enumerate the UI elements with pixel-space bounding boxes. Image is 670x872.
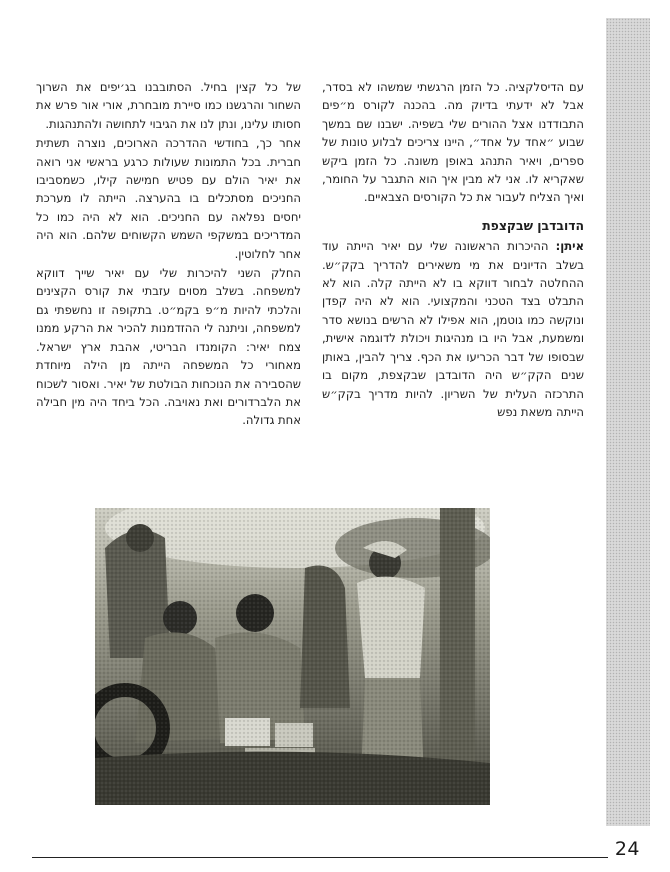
- side-tab-strip: [606, 18, 650, 826]
- text-column-right: [322, 78, 584, 421]
- section-heading: הדובדבן שבקצפת: [482, 217, 584, 233]
- paragraph-intro: עם הדיסלקציה. כל הזמן הרגשתי שמשהו לא בסדר, אבל לא ידעתי בדיוק מה. בהכנה לקורס מ״פים התבודדנו אצל ההורים שלי בשפיה. ישבנו שם במשך שבוע ״אחד על אחד״, היינו צריכים לבלוע טונות של ספרים, ויאיר התנהג באופן משונה. כל הזמן ביקש שאקריא לו. אני לא מבין איך הוא התגבר על החומר, ואיך הצליח לעבור את כל הקורסים הצבאיים.: [322, 80, 584, 205]
- page-number: 24: [614, 838, 640, 860]
- paragraph-training: אחר כך, בחודשי ההדרכה הארוכים, נוצרה תשתית חברית. בכל התמונות שעולות כרגע בראשי אני רואה את יאיר הולם עם פטיש חמישה קילו, כשמסביבו החניכים מסתכלים בו בהערצה. הייתה לו מערכת יחסים נפלאה עם החניכים. הוא לא היה כמו כל המדריכים במשקפי השמש הקשוחים שלהם. הוא היה אחר לחלוטין.: [36, 136, 301, 261]
- speaker-label: איתן:: [555, 239, 585, 254]
- paragraph-family: החלק השני להיכרות שלי עם יאיר שייך דווקא למשפחה. בשלב מסוים עזבתי את קורס הקצינים והלכתי להיות מ״פ בקמ״ט. בתקופה זו נחשפתי גם למשפחה, וניתנה לי ההזדמנות להכיר את הרקע ממנו צמח יאיר: הקומנדו הבריטי, אהבת ארץ ישראל. מאחורי כל המשפחה הייתה מן הילה מיוחדת שהסבירה את הנוכחות הבולטת של יאיר. ואסור לשכוח את הלברדורים ואת נאויבה. הכל ביחד היה מין חבילה אחת גדולה.: [36, 266, 301, 428]
- paragraph-section-text: ההיכרות הראשונה שלי עם יאיר הייתה עוד בשלב הדיונים את מי משאירים להדריך בקק״ש. ההחלטה לבחור דווקא בו לא הייתה קלה. הוא לא התבלט בצד הטכני והמקצועי. הוא לא היה קפדן ונוקשה כמו גוטמן, הוא אפילו לא הרשים בנושא סדר ומשמעת, אבל היו בו מנהיגות ויכולת לדוגמה אישית, שבסופו של דבר הכריעו את הכף. צריך להבין, באותן שנים הקק״ש היה הדובדבן שבקצפת, מקום בו התרכזה העלית של השריון. להיות מדריך בקק״ש הייתה משאת נפש: [322, 239, 584, 419]
- paragraph-continued: של כל קצין בחיל. הסתובבנו בג׳יפים את השרוך השחור והרגשנו כמו סיירת מובחרת, אורי אור פרש את חסותו עלינו, ונתן לנו את הגיבוי לתחושה ולהתנהגות.: [36, 80, 301, 131]
- text-column-left: [36, 78, 301, 430]
- bottom-rule: [32, 857, 608, 858]
- black-and-white-photo: [95, 508, 490, 805]
- paragraph-section: [322, 237, 584, 421]
- photo-illustration: [95, 508, 490, 805]
